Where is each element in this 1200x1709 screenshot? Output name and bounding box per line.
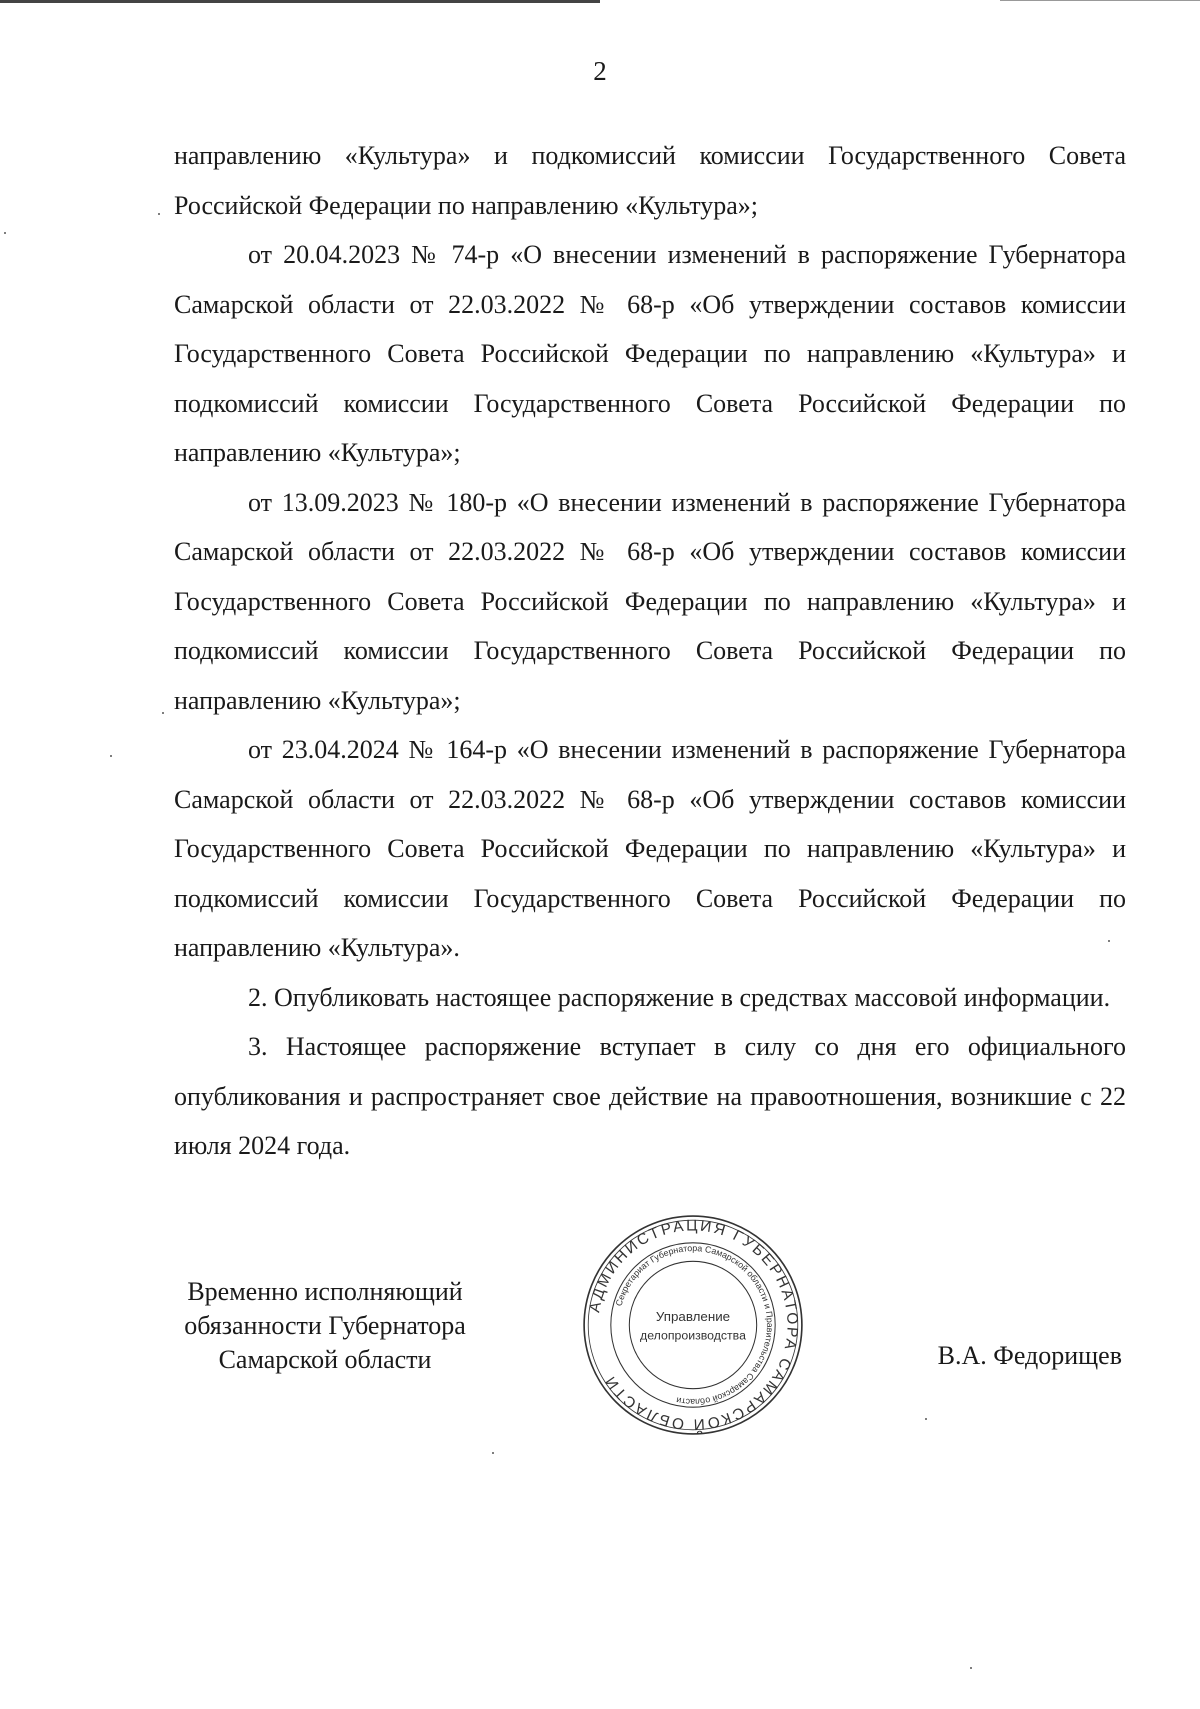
document-body [174,131,1126,1171]
signatory-position [165,1275,485,1377]
scan-speck [492,1452,494,1454]
paragraph: направлению «Культура» и подкомиссий комиссии Государственного Совета Российской Федерации по направлению «Культура»; [174,141,1126,220]
paragraph: от 23.04.2024 № 164-р «О внесении изменений в распоряжение Губернатора Самарской области от 22.03.2022 № 68-р «Об утверждении составов комиссии Государственного Совета Российской Федерации по направлению «Культура» и подкомиссий комиссии Государственного Совета Российской Федерации по направлению «Культура». [174,735,1126,962]
signatory-name: В.А. Федорищев [937,1341,1122,1370]
stamp-center-text: делопроизводства [640,1328,746,1343]
stamp-inner-text [614,1243,775,1407]
scan-speck [1108,940,1110,942]
paragraph: 3. Настоящее распоряжение вступает в силу со дня его официального опубликования и распространяет свое действие на правоотношения, возникшие с 22 июля 2024 года. [174,1032,1126,1160]
scan-speck [925,1418,927,1420]
official-stamp [580,1212,806,1438]
page-number: 2 [593,56,607,86]
scan-speck [110,755,112,757]
stamp-inner-ring-text: Секретариат Губернатора Самарской области и Правительства Самарской области [613,1243,775,1407]
scan-speck [4,232,6,234]
scan-speck [158,213,160,215]
stamp-outer-ring-text: АДМИНИСТРАЦИЯ ГУБЕРНАТОРА САМАРСКОЙ ОБЛАСТИ [586,1217,801,1433]
stamp-inner-circle [629,1261,756,1388]
stamp-center-text: Управление [655,1308,731,1324]
signatory-position-line: Временно исполняющий [187,1277,463,1306]
paragraph: от 20.04.2023 № 74-р «О внесении изменений в распоряжение Губернатора Самарской области от 22.03.2022 № 68-р «Об утверждении составов комиссии Государственного Совета Российской Федерации по направлению «Культура» и подкомиссий комиссии Государственного Совета Российской Федерации по направлению «Культура»; [174,240,1126,467]
signatory-position-line: обязанности Губернатора [184,1311,466,1340]
paragraph: 2. Опубликовать настоящее распоряжение в средствах массовой информации. [248,982,1111,1012]
paragraph: от 13.09.2023 № 180-р «О внесении изменений в распоряжение Губернатора Самарской области от 22.03.2022 № 68-р «Об утверждении составов комиссии Государственного Совета Российской Федерации по направлению «Культура» и подкомиссий комиссии Государственного Совета Российской Федерации по направлению «Культура»; [174,487,1126,715]
scan-speck [162,712,164,714]
scan-edge-line [0,0,600,3]
scan-edge-line [1000,0,1200,1]
scan-speck [970,1667,972,1669]
signatory-position-line: Самарской области [218,1345,432,1374]
